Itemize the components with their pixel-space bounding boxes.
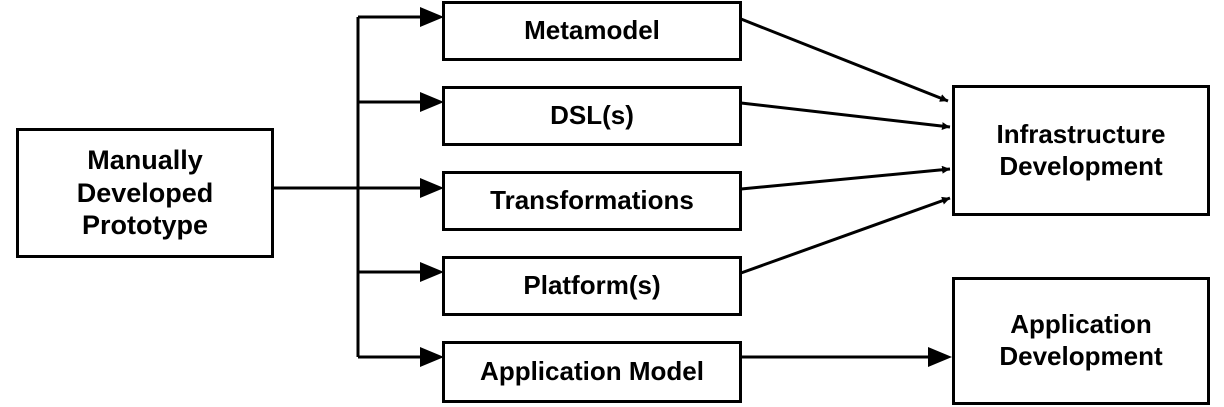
node-label: Transformations <box>490 185 694 216</box>
arrowhead <box>420 7 444 27</box>
node-manually-developed-prototype <box>16 128 274 258</box>
edge-platforms-infra <box>741 198 950 273</box>
edge-transformations-infra <box>741 169 950 189</box>
arrowhead <box>420 262 444 282</box>
node-label: Application Development <box>999 309 1163 371</box>
arrowhead <box>420 92 444 112</box>
node-label: Metamodel <box>524 15 660 46</box>
arrowhead <box>420 347 444 367</box>
node-dsls <box>442 86 742 146</box>
node-label: DSL(s) <box>550 100 634 131</box>
node-infrastructure-development <box>952 85 1210 216</box>
arrowhead <box>928 347 952 367</box>
node-application-development <box>952 277 1210 405</box>
arrowhead <box>420 178 444 198</box>
node-transformations <box>442 171 742 231</box>
node-platforms <box>442 256 742 316</box>
node-label: Platform(s) <box>523 270 661 301</box>
node-label: Manually Developed Prototype <box>76 144 214 241</box>
node-label: Application Model <box>480 356 704 387</box>
node-label: Infrastructure Development <box>996 118 1166 181</box>
edge-metamodel-infra <box>741 19 948 101</box>
node-application-model <box>442 341 742 403</box>
node-metamodel <box>442 1 742 61</box>
edge-dsls-infra <box>741 103 950 127</box>
